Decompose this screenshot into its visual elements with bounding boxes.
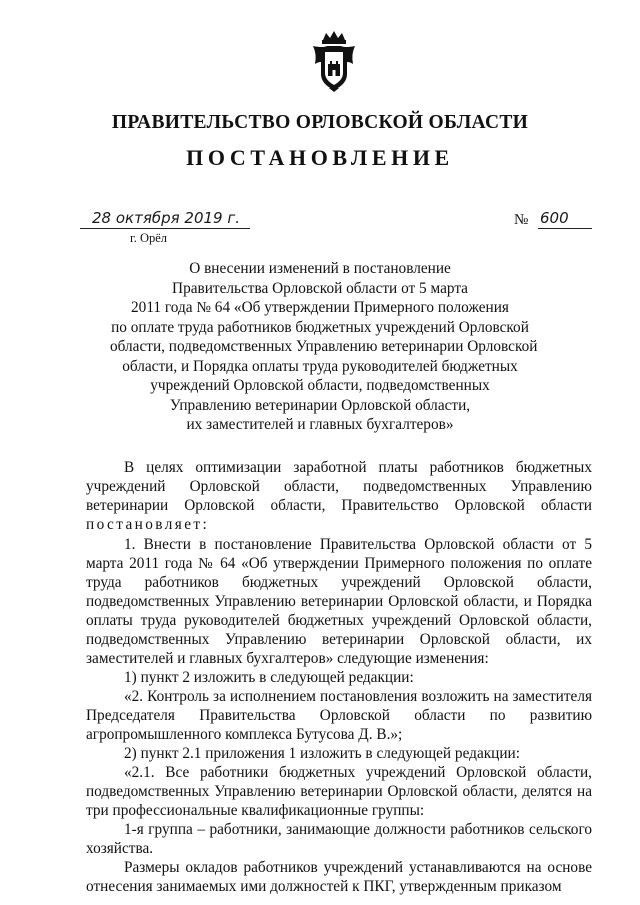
document-number: 600 <box>540 209 569 227</box>
body-paragraph: 2) пункт 2.1 приложения 1 изложить в следующей редакции: <box>124 745 520 762</box>
preamble-keyword: постановляет: <box>86 516 210 533</box>
subject-line: Управлению ветеринарии Орловской области, <box>169 396 471 414</box>
body-paragraph: 1) пункт 2 изложить в следующей редакции: <box>124 669 414 686</box>
number-underline <box>538 228 592 229</box>
organization-title: ПРАВИТЕЛЬСТВО ОРЛОВСКОЙ ОБЛАСТИ <box>111 112 529 133</box>
document-subject <box>110 259 538 435</box>
preamble-text: В целях оптимизации заработной платы работников бюджетных учреждений Орловской области, подведомственных Управлению ветеринарии Орловской области, Правительство Орловской области <box>86 459 592 514</box>
body-paragraph: Размеры окладов работников учреждений устанавливаются на основе отнесения занимаемых ими должностей к ПКГ, утвержденным приказом <box>86 859 592 895</box>
subject-line: их заместителей и главных бухгалтеров» <box>186 416 454 433</box>
subject-line: области, подведомственных Управлению ветеринарии Орловской <box>110 338 538 355</box>
subject-line: О внесении изменений в постановление <box>189 260 451 277</box>
body-paragraph: 1. Внести в постановление Правительства Орловской области от 5 марта 2011 года № 64 «Об утверждении Примерного положения по оплате труда работников бюджетных учреждений Орловской области, подведомственных Управлению ветеринарии Орловской области, и Порядка оплаты труда руководителей бюджетных учреждений Орловской области, подведомственных Управлению ветеринарии Орловской области, их заместителей и главных бухгалтеров» следующие изменения: <box>86 536 592 667</box>
preamble-paragraph <box>86 458 592 534</box>
number-label: № <box>514 212 529 228</box>
document-city: г. Орёл <box>130 231 168 245</box>
subject-line: 2011 года № 64 «Об утверждении Примерного положения <box>131 299 509 316</box>
body-paragraph: 1-я группа – работники, занимающие должности работников сельского хозяйства. <box>86 821 592 857</box>
preamble <box>86 458 592 534</box>
body-paragraph: «2. Контроль за исполнением постановления возложить на заместителя Председателя Правительства Орловской области по развитию агропромышленного комплекса Бутусова Д. В.»; <box>86 688 592 743</box>
coat-of-arms-icon <box>309 30 359 92</box>
document-type-title: ПОСТАНОВЛЕНИЕ <box>186 145 454 170</box>
document-body <box>86 535 592 896</box>
body-paragraph: «2.1. Все работники бюджетных учреждений Орловской области, подведомственных Управлению ветеринарии Орловской области, делятся на три профессиональные квалификационные группы: <box>86 764 592 819</box>
subject-line: области, и Порядка оплаты труда руководителей бюджетных <box>122 357 518 375</box>
subject-line: по оплате труда работников бюджетных учреждений Орловской <box>111 318 529 336</box>
subject-line: Правительства Орловской области от 5 марта <box>172 279 468 297</box>
document-date: 28 октября 2019 г. <box>92 209 241 227</box>
subject-line: учреждений Орловской области, подведомственных <box>150 377 490 394</box>
date-underline <box>80 228 250 229</box>
